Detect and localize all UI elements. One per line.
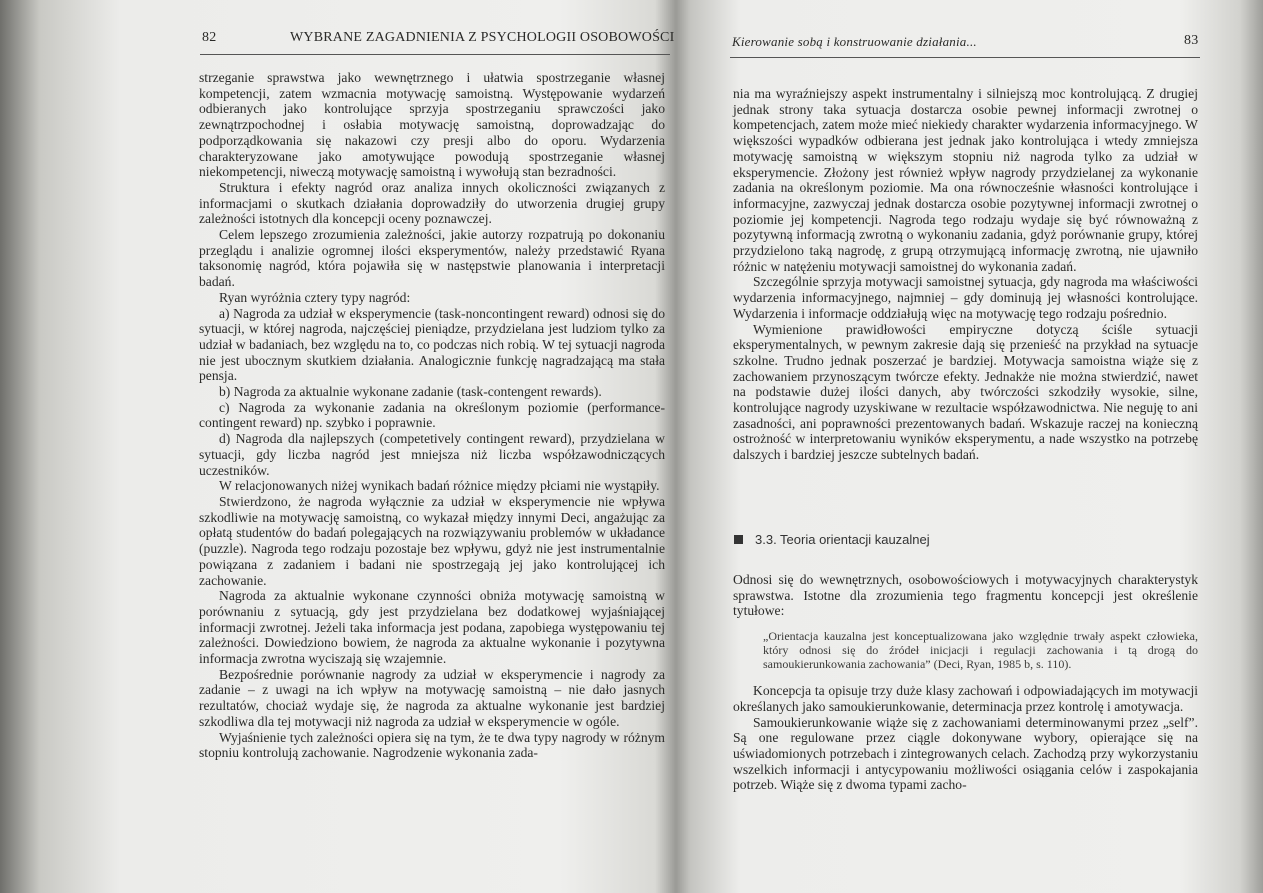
- paragraph: Ryan wyróżnia cztery typy nagród:: [219, 289, 411, 305]
- paragraph: Bezpośrednie porównanie nagrody za udział w eksperymencie i nagrody za zadanie – z uwagi na ich wpływ na motywację samoistną – nie dało jasnych rezultatów, chociaż wydaje się, że nagroda za aktualne wykonanie jest bardziej szkodliwa dla tej motywacji niż nagroda za udział w eksperymencie w ogóle.: [199, 666, 665, 729]
- running-head: WYBRANE ZAGADNIENIA Z PSYCHOLOGII OSOBOWOŚCI: [290, 30, 675, 45]
- body-text: [733, 86, 1198, 463]
- body-text: [199, 70, 665, 761]
- header-rule: [200, 54, 670, 55]
- paragraph: Nagroda za aktualnie wykonane czynności obniża motywację samoistną w porównaniu z sytuacją, gdy jest przydzielana bez dodatkowej wyjaśniającej informacji zwrotnej. Jeżeli taka informacja jest podana, zapobiega występowaniu tej zależności. Dowiedziono bowiem, że nagroda za aktualne wykonanie i pozytywna informacja zwrotna wyciszają się wzajemnie.: [199, 588, 665, 667]
- paragraph: c) Nagroda za wykonanie zadania na określonym poziomie (performance-contingent reward) np. szybko i poprawnie.: [199, 399, 665, 431]
- paragraph: Samoukierunkowanie wiąże się z zachowaniami determinowanymi przez „self”. Są one regulowane przez ciągle dokonywane wybory, opierające się na uświadomionych potrzebach i zintegrowanych celach. Zachodzą przy wykorzystaniu wszelkich informacji i antycypowaniu możliwości osiągania celów i zaspokajania potrzeb. Wiąże się z dwoma typami zacho-: [733, 714, 1198, 793]
- page-number: 83: [1184, 33, 1199, 48]
- section-heading-text: 3.3. Teoria orientacji kauzalnej: [755, 532, 930, 547]
- header-rule: [730, 57, 1200, 58]
- paragraph: Struktura i efekty nagród oraz analiza innych okoliczności związanych z informacjami o skutkach działania doprowadziły do utworzenia drugiej grupy zależności istotnych dla koncepcji oceny poznawczej.: [199, 179, 665, 227]
- running-head: Kierowanie sobą i konstruowanie działania...: [732, 34, 977, 49]
- right-page: [676, 0, 1263, 893]
- paragraph: a) Nagroda za udział w eksperymencie (task-noncontingent reward) odnosi się do sytuacji, w której nagroda, najczęściej pieniądze, przydzielana jest ludziom tylko za udział w badaniach, bez względu na to, co podczas nich robią. W tej sytuacji nagroda nie jest ubocznym skutkiem działania. Analogicznie funkcję nagradzającą ma stała pensja.: [199, 305, 665, 384]
- paragraph: Szczególnie sprzyja motywacji samoistnej sytuacja, gdy nagroda ma właściwości wydarzenia informacyjnego, najmniej – gdy dominują jej własności kontrolujące. Wydarzenia i informacje oddziałują więc na motywację tego rodzaju pośrednio.: [733, 274, 1198, 321]
- square-bullet-icon: [734, 535, 743, 544]
- body-text-section: [733, 572, 1198, 793]
- block-quote: „Orientacja kauzalna jest konceptualizowana jako względnie trwały aspekt człowieka, który odnosi się do źródeł inicjacji i regulacji zachowania i tą drogą do samoukierunkowania zachowania” (Deci, Ryan, 1985 b, s. 110).: [763, 629, 1198, 672]
- paragraph: nia ma wyraźniejszy aspekt instrumentalny i silniejszą moc kontrolującą. Z drugiej jednak strony taka sytuacja dostarcza osobie pewnej informacji zwrotnej o kompetencjach, zatem może mieć niekiedy charakter wydarzenia informacyjnego. W większości wypadków odbierana jest jednak jako kontrolująca i wtedy zmniejsza motywację samoistną w większym stopniu niż nagroda tylko za udział w eksperymencie. Złożony jest również wpływ nagrody przydzielanej za wykonanie zadania na określonym poziomie. Ma ona równocześnie własności kontrolujące i informacyjne, zazwyczaj jednak dostarcza osobie pozytywnej informacji zwrotnej o poziomie jej kompetencji. Nagroda tego rodzaju wydaje się być równoważną z pozytywną informacją zwrotną o wykonaniu zadania, gdyż porównanie grupy, której przydzielono taką nagrodę, z grupą otrzymującą informację zwrotną, nie ujawniło różnic w natężeniu motywacji samoistnej do wykonania zadań.: [733, 86, 1198, 274]
- paragraph: W relacjonowanych niżej wynikach badań różnice między płciami nie wystąpiły.: [219, 478, 660, 494]
- paragraph: Wyjaśnienie tych zależności opiera się na tym, że te dwa typy nagrody w różnym stopniu kontrolują zachowanie. Nagrodzenie wykonania zada-: [199, 729, 665, 761]
- paragraph: Odnosi się do wewnętrznych, osobowościowych i motywacyjnych charakterystyk sprawstwa. Istotne dla zrozumienia tego fragmentu koncepcji jest określenie tytułowe:: [733, 572, 1198, 619]
- page-number: 82: [202, 30, 217, 45]
- paragraph: Koncepcja ta opisuje trzy duże klasy zachowań i odpowiadających im motywacji określanych jako samoukierunkowanie, determinacja przez kontrolę i amotywacja.: [733, 683, 1198, 714]
- paragraph: Celem lepszego zrozumienia zależności, jakie autorzy rozpatrują po dokonaniu przeglądu i analizie ogromnej ilości eksperymentów, należy przedstawić Ryana taksonomię nagród, która pojawiła się w następstwie planowania i interpretacji badań.: [199, 227, 665, 290]
- paragraph: Stwierdzono, że nagroda wyłącznie za udział w eksperymencie nie wpływa szkodliwie na motywację samoistną, co wykazał między innymi Deci, angażując za opłatą studentów do badań polegających na rozwiązywaniu problemów w układance (puzzle). Nagroda tego rodzaju pozostaje bez wpływu, gdyż nie jest instrumentalnie powiązana z zadaniem i badani nie spostrzegają jej jako kontrolującej ich zachowanie.: [199, 493, 665, 588]
- paragraph: Wymienione prawidłowości empiryczne dotyczą ściśle sytuacji eksperymentalnych, w pewnym zakresie dają się przenieść na przykład na sytuacje szkolne. Trudno jednak poszerzać je bardziej. Motywacja samoistna wiąże się z zachowaniem przynoszącym twórcze efekty. Jednakże nie można stwierdzić, nawet na podstawie dużej ilości danych, aby twórczości szkodziły wysokie, silne, kontrolujące nagrody uzyskiwane w rezultacie współzawodnictwa. Nie neguję to ani zasadności, ani poprawności prezentowanych badań. Wskazuje raczej na konieczną ostrożność w interpretowaniu wyników eksperymentu, a nade wszystko na potrzebę dalszych i bardziej jeszcze subtelnych badań.: [733, 321, 1198, 463]
- paragraph: b) Nagroda za aktualnie wykonane zadanie (task-contengent rewards).: [219, 384, 602, 400]
- section-heading: [734, 532, 930, 547]
- paragraph: d) Nagroda dla najlepszych (competetively contingent reward), przydzielana w sytuacji, gdy liczba nagród jest mniejsza niż liczba współzawodniczących uczestników.: [199, 431, 665, 478]
- paragraph: strzeganie sprawstwa jako wewnętrznego i ułatwia spostrzeganie własnej kompetencji, zatem wzmacnia motywację samoistną. Występowanie wydarzeń odbieranych jako kontrolujące sprzyja spostrzeganiu sprawczości jako zewnątrzpochodnej i osłabia motywację samoistną, doprowadzając do podporządkowania się nakazowi czy presji albo do oporu. Wydarzenia charakteryzowane jako amotywujące powodują spostrzeganie własnej niekompetencji, niweczą motywację samoistną i wywołują stan bezradności.: [199, 70, 665, 180]
